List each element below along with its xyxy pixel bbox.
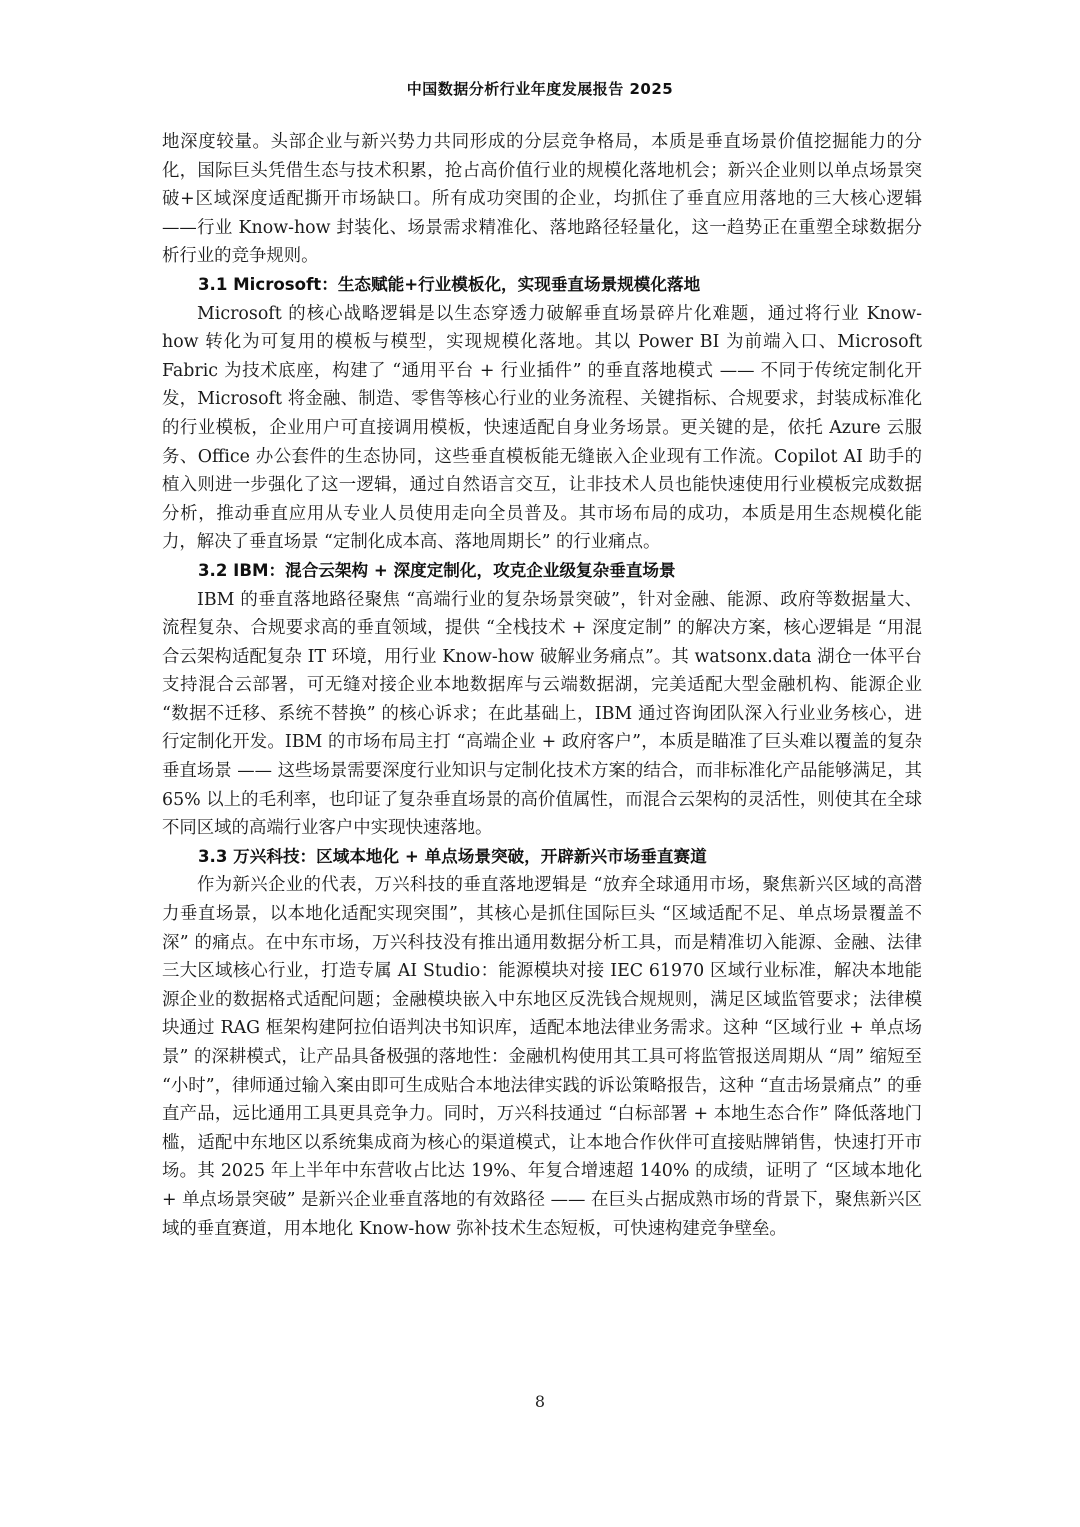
section-paragraph-ibm: IBM 的垂直落地路径聚焦 “高端行业的复杂场景突破”，针对金融、能源、政府等数据量大、流程复杂、合规要求高的垂直领域，提供 “全栈技术 + 深度定制” 的解决方案，核心逻辑是 “用混合云架构适配复杂 IT 环境，用行业 Know-how 破解业务痛点”。其 watsonx.data 湖仓一体平台支持混合云部署，可无缝对接企业本地数据库与云端数据湖，完美适配大型金融机构、能源企业 “数据不迁移、系统不替换” 的核心诉求；在此基础上，IBM 通过咨询团队深入行业业务核心，进行定制化开发。IBM 的市场布局主打 “高端企业 + 政府客户”，本质是瞄准了巨头难以覆盖的复杂垂直场景 —— 这些场景需要深度行业知识与定制化技术方案的结合，而非标准化产品能够满足，其 65% 以上的毛利率，也印证了复杂垂直场景的高价值属性，而混合云架构的灵活性，则使其在全球不同区域的高端行业客户中实现快速落地。 <box>162 589 922 839</box>
section-heading-ibm: 3.2 IBM：混合云架构 + 深度定制化，攻克企业级复杂垂直场景 <box>198 560 676 580</box>
section-paragraph-microsoft: Microsoft 的核心战略逻辑是以生态穿透力破解垂直场景碎片化难题，通过将行业 Know-how 转化为可复用的模板与模型，实现规模化落地。其以 Power BI 为前端入口、Microsoft Fabric 为技术底座，构建了 “通用平台 + 行业插件” 的垂直落地模式 —— 不同于传统定制化开发，Microsoft 将金融、制造、零售等核心行业的业务流程、关键指标、合规要求，封装成标准化的行业模板，企业用户可直接调用模板，快速适配自身业务场景。更关键的是，依托 Azure 云服务、Office 办公套件的生态协同，这些垂直模板能无缝嵌入企业现有工作流。Copilot AI 助手的植入则进一步强化了这一逻辑，通过自然语言交互，让非技术人员也能快速使用行业模板完成数据分析，推动垂直应用从专业人员使用走向全员普及。其市场布局的成功，本质是用生态规模化能力，解决了垂直场景 “定制化成本高、落地周期长” 的行业痛点。 <box>162 303 922 553</box>
section-heading-microsoft: 3.1 Microsoft：生态赋能+行业模板化，实现垂直场景规模化落地 <box>198 274 701 294</box>
page-body <box>162 128 922 1243</box>
section-heading-wondershare: 3.3 万兴科技：区域本地化 + 单点场景突破，开辟新兴市场垂直赛道 <box>198 846 707 866</box>
report-header-title: 中国数据分析行业年度发展报告 2025 <box>406 80 674 98</box>
page-number: 8 <box>534 1392 546 1411</box>
section-paragraph-wondershare: 作为新兴企业的代表，万兴科技的垂直落地逻辑是 “放弃全球通用市场，聚焦新兴区域的高潜力垂直场景，以本地化适配实现突围”，其核心是抓住国际巨头 “区域适配不足、单点场景覆盖不深” 的痛点。在中东市场，万兴科技没有推出通用数据分析工具，而是精准切入能源、金融、法律三大区域核心行业，打造专属 AI Studio：能源模块对接 IEC 61970 区域行业标准，解决本地能源企业的数据格式适配问题；金融模块嵌入中东地区反洗钱合规规则，满足区域监管要求；法律模块通过 RAG 框架构建阿拉伯语判决书知识库，适配本地法律业务需求。这种 “区域行业 + 单点场景” 的深耕模式，让产品具备极强的落地性：金融机构使用其工具可将监管报送周期从 “周” 缩短至 “小时”，律师通过输入案由即可生成贴合本地法律实践的诉讼策略报告，这种 “直击场景痛点” 的垂直产品，远比通用工具更具竞争力。同时，万兴科技通过 “白标部署 + 本地生态合作” 降低落地门槛，适配中东地区以系统集成商为核心的渠道模式，让本地合作伙伴可直接贴牌销售，快速打开市场。其 2025 年上半年中东营收占比达 19%、年复合增速超 140% 的成绩，证明了 “区域本地化 + 单点场景突破” 是新兴企业垂直落地的有效路径 —— 在巨头占据成熟市场的背景下，聚焦新兴区域的垂直赛道，用本地化 Know-how 弥补技术生态短板，可快速构建竞争壁垒。 <box>162 875 922 1239</box>
intro-paragraph: 地深度较量。头部企业与新兴势力共同形成的分层竞争格局，本质是垂直场景价值挖掘能力的分化，国际巨头凭借生态与技术积累，抢占高价值行业的规模化落地机会；新兴企业则以单点场景突破+区域深度适配撕开市场缺口。所有成功突围的企业，均抓住了垂直应用落地的三大核心逻辑 ——行业 Know-how 封装化、场景需求精准化、落地路径轻量化，这一趋势正在重塑全球数据分析行业的竞争规则。 <box>162 132 922 267</box>
